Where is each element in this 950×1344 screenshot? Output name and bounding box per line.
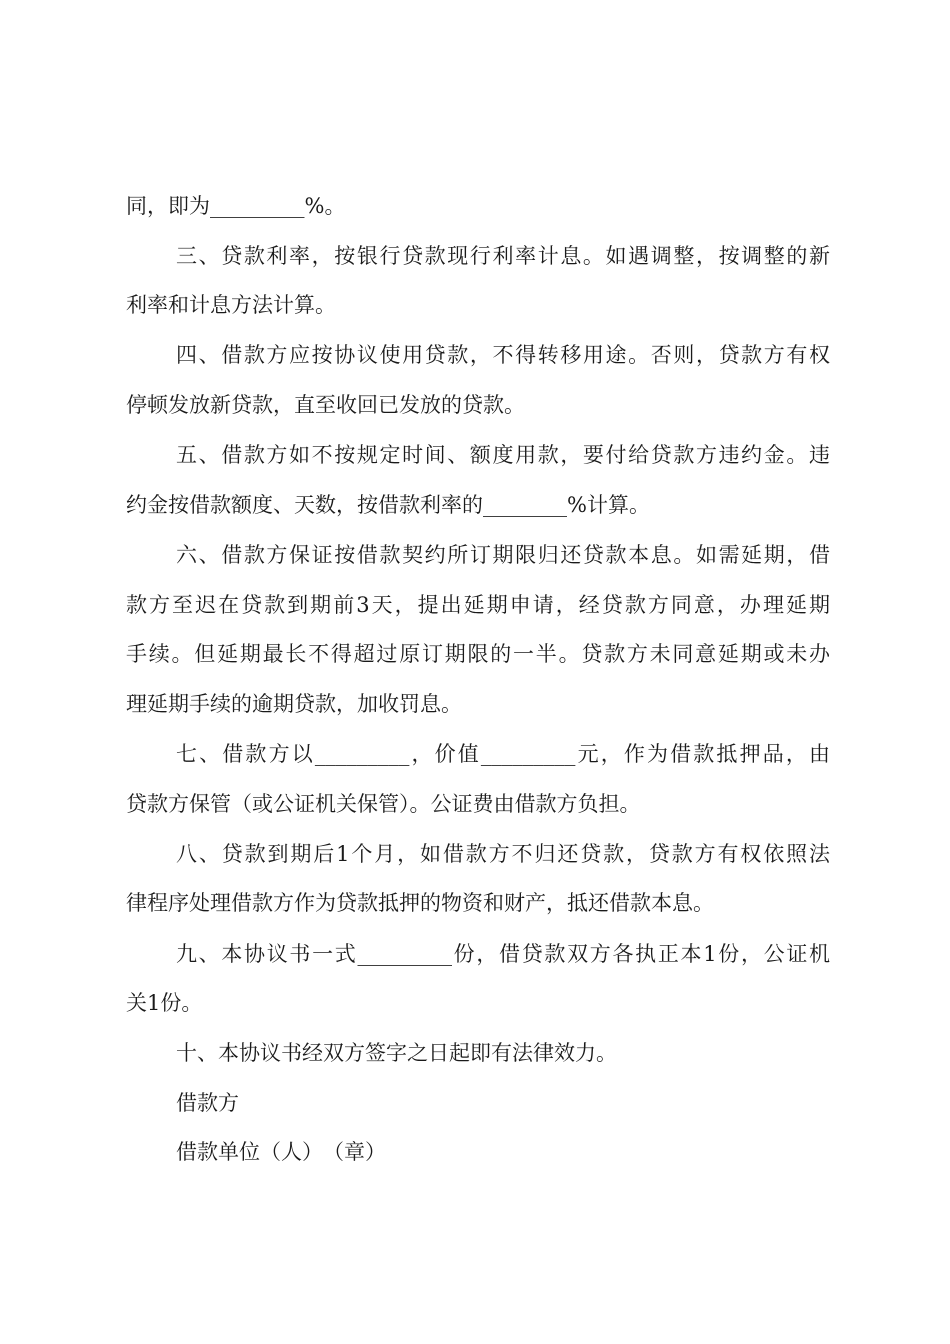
clause-8-line-1: 八、贷款到期后1个月，如借款方不归还贷款，贷款方有权依照法 (176, 842, 830, 866)
clause-3-line-1: 三、贷款利率，按银行贷款现行利率计息。如遇调整，按调整的新 (176, 244, 830, 268)
clause-3-line-2: 利率和计息方法计算。 (126, 293, 336, 317)
clause-6-line-4: 理延期手续的逾期贷款，加收罚息。 (126, 692, 462, 716)
clause-6-line-2: 款方至迟在贷款到期前3天，提出延期申请，经贷款方同意，办理延期 (126, 593, 830, 617)
clause-9-line-1: 九、本协议书一式_________份，借贷款双方各执正本1份，公证机 (176, 942, 830, 966)
text-line: 同，即为_________%。 (126, 194, 346, 218)
borrower-label: 借款方 (176, 1091, 239, 1115)
clause-6-line-3: 手续。但延期最长不得超过原订期限的一半。贷款方未同意延期或未办 (126, 642, 830, 666)
clause-5-line-1: 五、借款方如不按规定时间、额度用款，要付给贷款方违约金。违 (176, 443, 830, 467)
clause-7-line-1: 七、借款方以_________，价值_________元，作为借款抵押品，由 (176, 742, 830, 766)
clause-9-line-2: 关1份。 (126, 991, 203, 1015)
clause-4-line-1: 四、借款方应按协议使用贷款，不得转移用途。否则，贷款方有权 (176, 343, 830, 367)
clause-10-line-1: 十、本协议书经双方签字之日起即有法律效力。 (176, 1041, 617, 1065)
clause-5-line-2: 约金按借款额度、天数，按借款利率的________%计算。 (126, 493, 650, 517)
clause-6-line-1: 六、借款方保证按借款契约所订期限归还贷款本息。如需延期，借 (176, 543, 830, 567)
borrower-unit-seal-label: 借款单位（人） （章） (176, 1140, 386, 1164)
clause-7-line-2: 贷款方保管（或公证机关保管）。公证费由借款方负担。 (126, 792, 641, 816)
clause-4-line-2: 停顿发放新贷款，直至收回已发放的贷款。 (126, 393, 525, 417)
clause-8-line-2: 律程序处理借款方作为贷款抵押的物资和财产，抵还借款本息。 (126, 891, 714, 915)
